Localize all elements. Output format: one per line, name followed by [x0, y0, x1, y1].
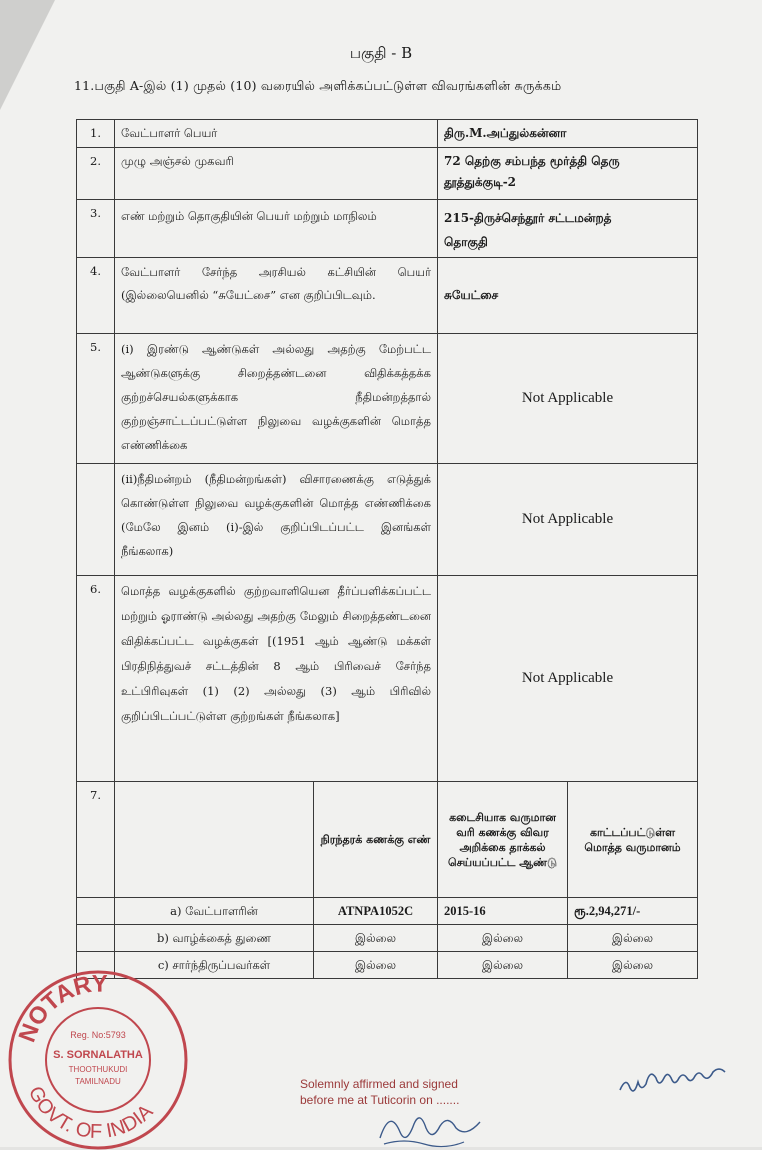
income-value: ரூ.2,94,271/-	[568, 898, 698, 925]
constituency-line: 215-திருச்செந்தூர் சட்டமன்றத்	[444, 211, 612, 225]
income-row-label: a) வேட்பாளரின்	[115, 898, 314, 925]
empty-number-cell	[77, 898, 115, 925]
pan-value: இல்லை	[314, 925, 438, 952]
affirmation-line: Solemnly affirmed and signed	[300, 1077, 458, 1091]
row-number: 3.	[77, 200, 115, 258]
empty-header-cell	[115, 782, 314, 898]
notary-signature	[370, 1108, 510, 1148]
table-row	[77, 576, 698, 782]
constituency-line: தொகுதி	[444, 235, 488, 249]
year-value: 2015-16	[438, 898, 568, 925]
table-row	[77, 258, 698, 334]
row-number: 6.	[77, 576, 115, 782]
stamp-top-text: NOTARY	[13, 970, 108, 1046]
stamp-bottom-text: GOVT. OF INDIA	[23, 1082, 158, 1144]
row-label: வேட்பாளர் பெயர்	[115, 120, 438, 148]
row-label: மொத்த வழக்குகளில் குற்றவாளியென தீர்ப்பளிக்கப்பட்ட மற்றும் ஓராண்டு அல்லது அதற்கு மேலும் சிறைத்தண்டனை விதிக்கப்பட்ட வழக்குகள் [(1951 ஆம் ஆண்டு மக்கள் பிரதிநித்துவச் சட்டத்தின் 8 ஆம் பிரிவைச் சேர்ந்த உட்பிரிவுகள் (1) (2) அல்லது (3) ஆம் பிரிவில் குறிப்பிடப்பட்டுள்ள குற்றங்கள் நீங்கலாக]	[115, 576, 438, 782]
row-label: எண் மற்றும் தொகுதியின் பெயர் மற்றும் மாநிலம்	[115, 200, 438, 258]
address-line: 72 தெற்கு சம்பந்த மூர்த்தி தெரு	[444, 154, 620, 168]
constituency	[438, 200, 698, 258]
row-number	[77, 464, 115, 576]
table-row	[77, 898, 698, 925]
stamp-reg-number: Reg. No:5793	[70, 1030, 126, 1040]
stamp-state: TAMILNADU	[75, 1077, 121, 1086]
income-row-label: c) சார்ந்திருப்பவர்கள்	[115, 952, 314, 979]
candidate-name: திரு.M.அப்துல்கன்னா	[438, 120, 698, 148]
value-not-applicable: Not Applicable	[438, 464, 698, 576]
affirmation-stamp	[300, 1076, 459, 1108]
table-row	[77, 200, 698, 258]
summary-heading: 11.பகுதி A-இல் (1) முதல் (10) வரையில் அளிக்கப்பட்டுள்ள விவரங்களின் சுருக்கம்	[74, 78, 562, 93]
table-row	[77, 464, 698, 576]
value-not-applicable: Not Applicable	[438, 334, 698, 464]
table-row	[77, 334, 698, 464]
year-value: இல்லை	[438, 925, 568, 952]
value-not-applicable: Not Applicable	[438, 576, 698, 782]
candidate-signature	[616, 1062, 746, 1102]
income-row-label: b) வாழ்க்கைத் துணை	[115, 925, 314, 952]
pan-value: இல்லை	[314, 952, 438, 979]
row-number: 7.	[77, 782, 115, 898]
postal-address	[438, 148, 698, 200]
row-label: வேட்பாளர் சேர்ந்த அரசியல் கட்சியின் பெயர் (இல்லையெனில் “சுயேட்சை” என குறிப்பிடவும்.	[115, 258, 438, 334]
column-header-pan: நிரந்தரக் கணக்கு எண்	[314, 782, 438, 898]
income-value: இல்லை	[568, 952, 698, 979]
empty-number-cell	[77, 925, 115, 952]
row-number: 5.	[77, 334, 115, 464]
row-label: (i) இரண்டு ஆண்டுகள் அல்லது அதற்கு மேற்பட்ட ஆண்டுகளுக்கு சிறைத்தண்டனை விதிக்கத்தக்க குற்றச்செயல்களுக்காக நீதிமன்றத்தால் குற்றஞ்சாட்டப்பட்டுள்ள நிலுவை வழக்குகளின் மொத்த எண்ணிக்கை	[115, 334, 438, 464]
row-number: 4.	[77, 258, 115, 334]
table-row	[77, 120, 698, 148]
party-name: சுயேட்சை	[438, 258, 698, 334]
table-row	[77, 148, 698, 200]
income-value: இல்லை	[568, 925, 698, 952]
part-title: பகுதி - B	[349, 44, 413, 62]
year-value: இல்லை	[438, 952, 568, 979]
affidavit-summary-table	[76, 119, 698, 979]
notary-stamp	[2, 960, 192, 1150]
stamp-city: THOOTHUKUDI	[68, 1065, 128, 1074]
affirmation-line: before me at Tuticorin on .......	[300, 1093, 460, 1107]
address-line: தூத்துக்குடி-2	[444, 175, 517, 189]
row-number: 1.	[77, 120, 115, 148]
table-row	[77, 782, 698, 898]
column-header-year: கடைசியாக வருமான வரி கணக்கு விவர அறிக்கை தாக்கல் செய்யப்பட்ட ஆண்டு	[438, 782, 568, 898]
column-header-income: காட்டப்பட்டுள்ள மொத்த வருமானம்	[568, 782, 698, 898]
pan-value: ATNPA1052C	[314, 898, 438, 925]
row-number: 2.	[77, 148, 115, 200]
row-label: (ii)நீதிமன்றம் (நீதிமன்றங்கள்) விசாரணைக்கு எடுத்துக் கொண்டுள்ள நிலுவை வழக்குகளின் மொத்த எண்ணிக்கை (மேலே இனம் (i)-இல் குறிப்பிடப்பட்ட இனங்கள் நீங்கலாக)	[115, 464, 438, 576]
row-label: முழு அஞ்சல் முகவரி	[115, 148, 438, 200]
stamp-notary-name: S. SORNALATHA	[53, 1049, 143, 1061]
table-row	[77, 925, 698, 952]
